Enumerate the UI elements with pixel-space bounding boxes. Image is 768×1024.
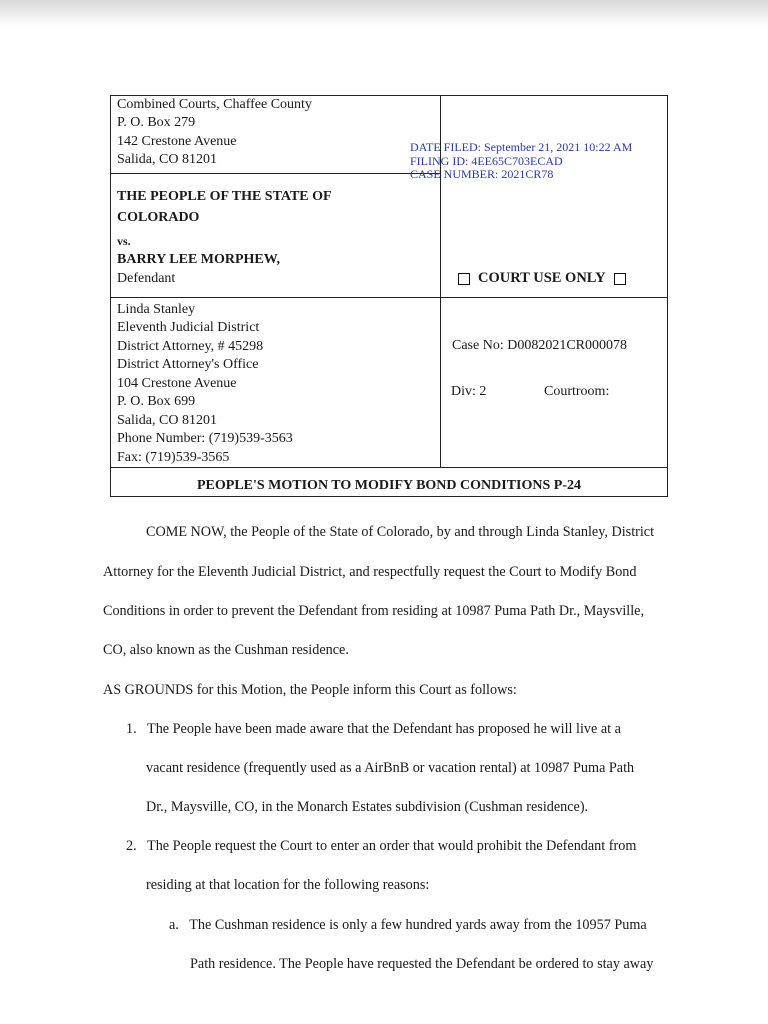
- filing-id: FILING ID: 4EE65C703ECAD: [410, 153, 563, 168]
- attorney-line: District Attorney's Office: [117, 357, 259, 372]
- attorney-phone: Phone Number: (719)539-3563: [117, 431, 293, 446]
- court-name: Combined Courts, Chaffee County: [117, 97, 312, 112]
- intro-line: CO, also known as the Cushman residence.: [103, 642, 349, 658]
- intro-line: Conditions in order to prevent the Defendant from residing at 10987 Puma Path Dr., Maysville,: [103, 603, 645, 619]
- item-1-line: Dr., Maysville, CO, in the Monarch Estates subdivision (Cushman residence).: [146, 799, 589, 815]
- defendant-label: Defendant: [117, 271, 176, 286]
- court-city: Salida, CO 81201: [117, 152, 217, 167]
- date-filed: DATE FILED: September 21, 2021 10:22 AM: [410, 140, 633, 154]
- grounds-line: AS GROUNDS for this Motion, the People inform this Court as follows:: [103, 682, 517, 698]
- intro-line: COME NOW, the People of the State of Colorado, by and through Linda Stanley, District: [146, 524, 655, 540]
- attorney-line: P. O. Box 699: [117, 394, 196, 409]
- viewer-top-shadow: [0, 0, 768, 26]
- caption-divider-parties: [110, 297, 668, 298]
- checkbox-right-icon: [614, 273, 626, 285]
- defendant-name: BARRY LEE MORPHEW,: [117, 252, 280, 267]
- div-number: Div: 2: [451, 384, 487, 399]
- attorney-line: Eleventh Judicial District: [117, 320, 260, 335]
- attorney-fax: Fax: (719)539-3565: [117, 450, 230, 465]
- item-1-line: vacant residence (frequently used as a AirBnB or vacation rental) at 10987 Puma Path: [146, 760, 635, 776]
- attorney-line: Salida, CO 81201: [117, 413, 217, 428]
- case-no: Case No: D0082021CR000078: [452, 338, 627, 353]
- plaintiff-line-1: THE PEOPLE OF THE STATE OF: [117, 189, 332, 204]
- courtroom-label: Courtroom:: [544, 384, 610, 399]
- plaintiff-line-2: COLORADO: [117, 210, 200, 225]
- versus-label: vs.: [117, 234, 131, 248]
- checkbox-left-icon: [458, 273, 470, 285]
- court-street: 142 Crestone Avenue: [117, 134, 237, 149]
- motion-title: PEOPLE'S MOTION TO MODIFY BOND CONDITIONS P-24: [196, 478, 581, 493]
- court-use-only-label: COURT USE ONLY: [478, 270, 606, 286]
- intro-line: Attorney for the Eleventh Judicial District, and respectfully request the Court to Modify Bond: [103, 564, 637, 580]
- court-po-box: P. O. Box 279: [117, 115, 196, 130]
- caption-divider-court: [110, 173, 440, 174]
- attorney-line: District Attorney, # 45298: [117, 339, 264, 354]
- item-2a-line: Path residence. The People have requested the Defendant be ordered to stay away: [190, 956, 654, 972]
- item-2a-line: a. The Cushman residence is only a few hundred yards away from the 10957 Puma: [169, 917, 647, 933]
- attorney-line: Linda Stanley: [117, 302, 196, 317]
- attorney-line: 104 Crestone Avenue: [117, 376, 237, 391]
- item-2-line: 2. The People request the Court to enter an order that would prohibit the Defendant from: [126, 838, 637, 854]
- court-use-only: [458, 270, 626, 287]
- item-1-line: 1. The People have been made aware that the Defendant has proposed he will live at a: [126, 721, 621, 737]
- case-number-stamp: CASE NUMBER: 2021CR78: [410, 167, 554, 181]
- item-2-line: residing at that location for the following reasons:: [146, 877, 430, 893]
- filing-stamp: [410, 141, 632, 182]
